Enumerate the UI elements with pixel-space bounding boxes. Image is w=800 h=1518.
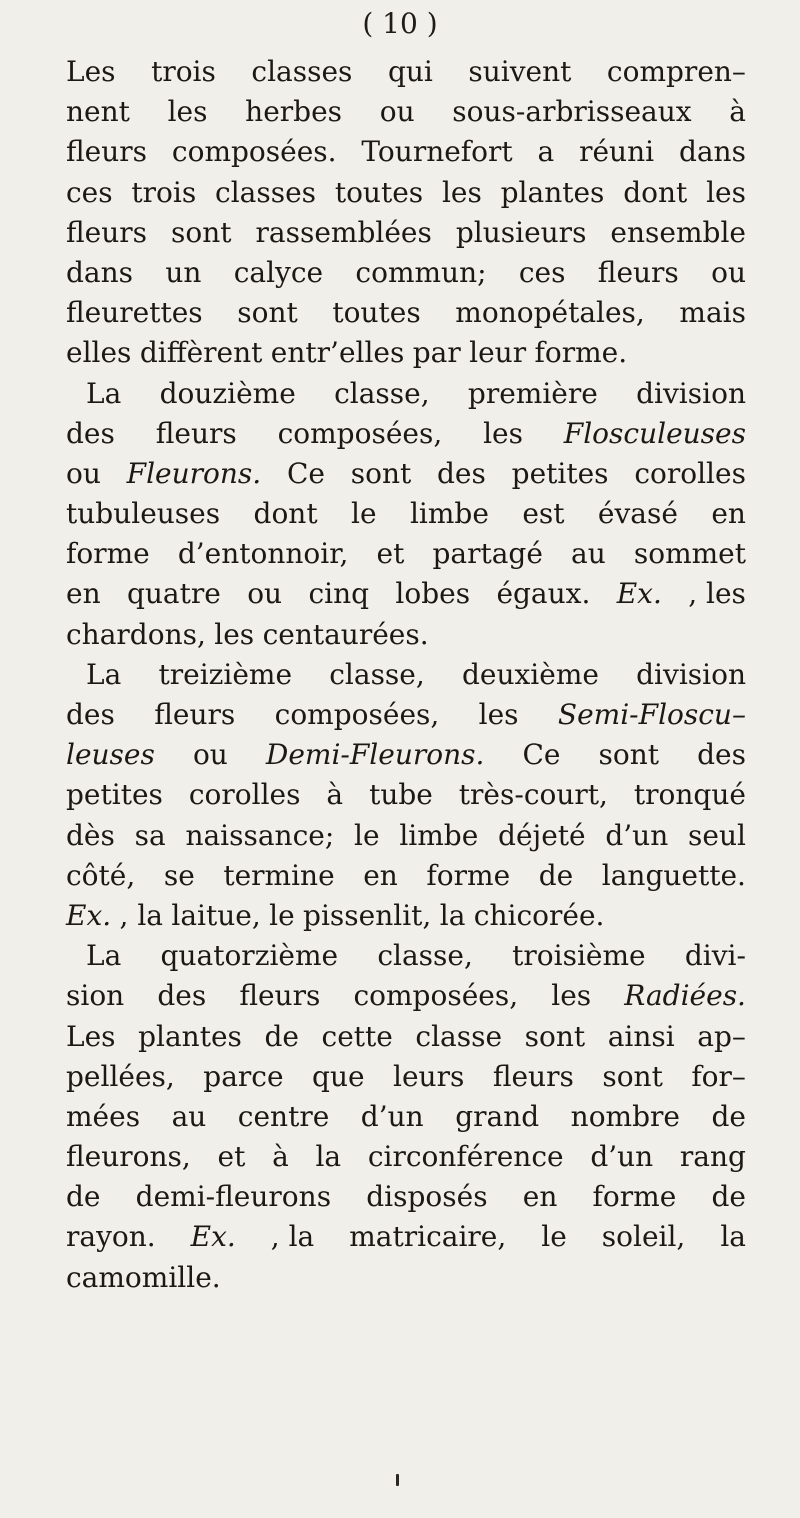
- word: réuni: [579, 135, 655, 169]
- word: entr’elles: [270, 336, 405, 370]
- word: des: [157, 979, 207, 1013]
- word: en: [66, 577, 101, 611]
- word: plantes: [138, 1019, 242, 1053]
- word: les: [214, 617, 255, 651]
- page-number: ( 10 ): [362, 7, 438, 40]
- word: au: [171, 1099, 207, 1133]
- text-line: [66, 454, 746, 494]
- word: un: [165, 255, 202, 289]
- word: la: [720, 1220, 746, 1254]
- word: d’un: [590, 1140, 654, 1174]
- word: des: [66, 416, 115, 450]
- word: for–: [691, 1059, 746, 1093]
- word: La: [86, 376, 122, 410]
- text-line: [66, 775, 746, 815]
- word: sont: [598, 738, 660, 772]
- word: fleurs: [239, 979, 321, 1013]
- text-line: [66, 494, 746, 534]
- word: toutes: [334, 175, 424, 209]
- word: a: [537, 135, 555, 169]
- word: à: [729, 95, 746, 129]
- word: tubuleuses: [66, 497, 221, 531]
- word: dont: [623, 175, 688, 209]
- word: ensemble: [610, 215, 746, 249]
- text-line: [66, 1137, 746, 1177]
- text-line: [66, 1177, 746, 1217]
- word: classe,: [377, 939, 473, 973]
- word: composées.: [171, 135, 337, 169]
- word: corolles: [634, 456, 746, 490]
- word: division: [636, 376, 746, 410]
- italic-word: Ex.: [616, 577, 662, 611]
- word: classes: [251, 55, 353, 88]
- word: trois: [131, 175, 197, 209]
- word: chicorée.: [473, 898, 605, 932]
- word: grand: [455, 1099, 540, 1133]
- text-line: [66, 374, 746, 414]
- word: calyce: [233, 255, 324, 289]
- word: d’entonnoir,: [177, 537, 349, 571]
- word: herbes: [245, 95, 343, 129]
- word: forme: [592, 1180, 677, 1214]
- word: Ce: [522, 738, 561, 772]
- word: Les: [66, 1019, 116, 1053]
- word: de: [711, 1099, 746, 1133]
- word: le: [354, 818, 380, 852]
- text-line: [66, 856, 746, 896]
- word: , la: [270, 1220, 315, 1254]
- word: sous-arbrisseaux: [452, 95, 692, 129]
- word: classes: [215, 175, 317, 209]
- word: fleurs: [154, 698, 236, 731]
- word: rayon.: [66, 1220, 156, 1254]
- word: au: [571, 537, 606, 571]
- word: que: [312, 1059, 365, 1093]
- word: divi-: [684, 939, 746, 973]
- word: ou: [192, 738, 228, 772]
- word: le: [541, 1220, 567, 1254]
- text-line: [66, 655, 746, 695]
- word: se: [163, 858, 195, 892]
- word: troisième: [512, 939, 646, 973]
- word: fleurs: [492, 1059, 574, 1093]
- word: le: [351, 497, 377, 531]
- word: classe,: [334, 376, 430, 410]
- word: ap–: [697, 1019, 746, 1053]
- word: sont: [171, 215, 232, 249]
- text-line: [66, 534, 746, 574]
- word: ainsi: [607, 1019, 675, 1053]
- word: ces: [66, 175, 113, 209]
- text-line: [66, 52, 746, 92]
- word: mais: [679, 296, 746, 330]
- text-line: [66, 1017, 746, 1057]
- word: suivent: [468, 55, 572, 88]
- word: partagé: [432, 537, 543, 571]
- text-line: [66, 735, 746, 775]
- text-line: [66, 936, 746, 976]
- word: camomille.: [66, 1260, 221, 1294]
- word: naissance;: [185, 818, 335, 852]
- word: petites: [66, 778, 163, 812]
- word: douzième: [159, 376, 296, 410]
- word: termine: [223, 858, 335, 892]
- word: La: [86, 939, 122, 973]
- word: parce: [203, 1059, 284, 1093]
- text-line: [66, 253, 746, 293]
- word: cette: [321, 1019, 393, 1053]
- word: compren–: [606, 55, 746, 88]
- word: Les: [66, 55, 116, 88]
- word: monopétales,: [455, 296, 645, 330]
- text-line: [66, 1217, 746, 1257]
- text-line: [66, 173, 746, 213]
- word: sion: [66, 979, 125, 1013]
- word: disposés: [366, 1180, 488, 1214]
- italic-word: Demi-Fleurons.: [265, 738, 485, 772]
- word: des: [66, 698, 115, 731]
- word: sont: [237, 296, 298, 330]
- word: évasé: [597, 497, 678, 531]
- word: tube: [369, 778, 433, 812]
- word: fleurs: [66, 135, 148, 169]
- word: les: [441, 175, 482, 209]
- word: de: [711, 1180, 746, 1214]
- italic-word: Ex.: [190, 1220, 236, 1254]
- word: nent: [66, 95, 130, 129]
- word: rassemblées: [255, 215, 432, 249]
- word: côté,: [66, 858, 136, 892]
- word: limbe: [399, 818, 479, 852]
- word: cinq: [308, 577, 370, 611]
- word: tronqué: [633, 778, 746, 812]
- word: fleurons,: [66, 1140, 191, 1174]
- word: fleurs: [66, 215, 148, 249]
- word: elles: [66, 336, 132, 370]
- word: limbe: [409, 497, 489, 531]
- word: rang: [679, 1140, 746, 1174]
- word: première: [467, 376, 598, 410]
- word: très-court,: [458, 778, 608, 812]
- word: La: [86, 657, 122, 691]
- word: chardons,: [66, 617, 206, 651]
- text-line: [66, 132, 746, 172]
- word: les: [478, 698, 519, 731]
- word: , les: [688, 577, 746, 611]
- word: demi-fleurons: [135, 1180, 332, 1214]
- word: de: [66, 1180, 101, 1214]
- word: quatre: [126, 577, 221, 611]
- word: , la: [119, 898, 163, 932]
- italic-word: Ex.: [66, 898, 112, 932]
- word: treizième: [158, 657, 293, 691]
- word: trois: [151, 55, 216, 88]
- italic-word: leuses: [66, 738, 155, 772]
- word: lobes: [395, 577, 471, 611]
- word: circonférence: [367, 1140, 564, 1174]
- word: fleurettes: [66, 296, 203, 330]
- word: languette.: [601, 858, 746, 892]
- word: d’un: [360, 1099, 424, 1133]
- word: plantes: [500, 175, 605, 209]
- word: et: [376, 537, 405, 571]
- word: dès: [66, 818, 115, 852]
- text-line: [66, 333, 746, 373]
- text-line: [66, 574, 746, 614]
- word: les: [483, 416, 523, 450]
- word: égaux.: [496, 577, 591, 611]
- word: dans: [678, 135, 746, 169]
- word: toutes: [332, 296, 421, 330]
- word: composées,: [274, 698, 440, 731]
- word: deuxième: [461, 657, 599, 691]
- word: en: [363, 858, 398, 892]
- word: d’un: [605, 818, 669, 852]
- word: nombre: [570, 1099, 680, 1133]
- word: forme: [66, 537, 150, 571]
- word: plusieurs: [455, 215, 587, 249]
- word: composées,: [353, 979, 519, 1013]
- text-line: [66, 293, 746, 333]
- word: à: [326, 778, 344, 812]
- word: quatorzième: [160, 939, 339, 973]
- word: de: [264, 1019, 299, 1053]
- word: ou: [247, 577, 283, 611]
- text-line: [66, 816, 746, 856]
- text-line: [66, 213, 746, 253]
- text-line: [66, 92, 746, 132]
- text-line: [66, 896, 746, 936]
- word: sommet: [633, 537, 746, 571]
- word: commun;: [355, 255, 487, 289]
- word: par: [412, 336, 461, 370]
- word: ou: [379, 95, 415, 129]
- word: corolles: [188, 778, 301, 812]
- word: dans: [66, 255, 134, 289]
- word: la: [439, 898, 466, 932]
- word: des: [437, 456, 486, 490]
- word: à: [272, 1140, 289, 1174]
- text-line: [66, 1258, 746, 1298]
- word: composées,: [277, 416, 443, 450]
- word: ou: [66, 456, 101, 490]
- word: les: [167, 95, 208, 129]
- word: la: [315, 1140, 342, 1174]
- word: et: [217, 1140, 246, 1174]
- word: est: [522, 497, 565, 531]
- word: les: [706, 175, 746, 209]
- word: classe,: [329, 657, 425, 691]
- word: laitue,: [171, 898, 261, 932]
- text-line: [66, 414, 746, 454]
- word: matricaire,: [349, 1220, 507, 1254]
- word: mées: [66, 1099, 141, 1133]
- word: classe: [415, 1019, 503, 1053]
- word: le: [269, 898, 295, 932]
- text-line: [66, 695, 746, 735]
- word: ou: [711, 255, 746, 289]
- word: des: [697, 738, 746, 772]
- word: petites: [511, 456, 609, 490]
- text-line: [66, 615, 746, 655]
- word: diffèrent: [139, 336, 263, 370]
- italic-word: Radiées.: [624, 979, 746, 1013]
- word: déjeté: [498, 818, 586, 852]
- word: pissenlit,: [303, 898, 432, 932]
- word: centre: [237, 1099, 330, 1133]
- word: les: [551, 979, 592, 1013]
- word: de: [538, 858, 574, 892]
- word: fleurs: [597, 255, 679, 289]
- word: pellées,: [66, 1059, 175, 1093]
- body-text: [66, 52, 746, 1298]
- word: qui: [387, 55, 433, 88]
- word: dont: [253, 497, 318, 531]
- word: en: [711, 497, 746, 531]
- word: ces: [518, 255, 566, 289]
- word: soleil,: [601, 1220, 686, 1254]
- word: seul: [688, 818, 746, 852]
- word: sont: [602, 1059, 663, 1093]
- word: division: [636, 657, 746, 691]
- word: leur: [469, 336, 527, 370]
- word: Ce: [286, 456, 325, 490]
- word: Tournefort: [361, 135, 513, 169]
- word: forme: [426, 858, 511, 892]
- word: forme.: [534, 336, 628, 370]
- text-line: [66, 1097, 746, 1137]
- text-line: [66, 976, 746, 1016]
- word: leurs: [393, 1059, 465, 1093]
- italic-word: Flosculeuses: [563, 416, 746, 450]
- ink-mark: [396, 1474, 399, 1486]
- word: fleurs: [155, 416, 237, 450]
- word: sa: [134, 818, 166, 852]
- word: en: [522, 1180, 558, 1214]
- word: sont: [350, 456, 412, 490]
- word: sont: [524, 1019, 586, 1053]
- italic-word: Semi-Floscu–: [557, 698, 746, 731]
- italic-word: Fleurons.: [126, 456, 262, 490]
- text-line: [66, 1057, 746, 1097]
- word: centaurées.: [262, 617, 429, 651]
